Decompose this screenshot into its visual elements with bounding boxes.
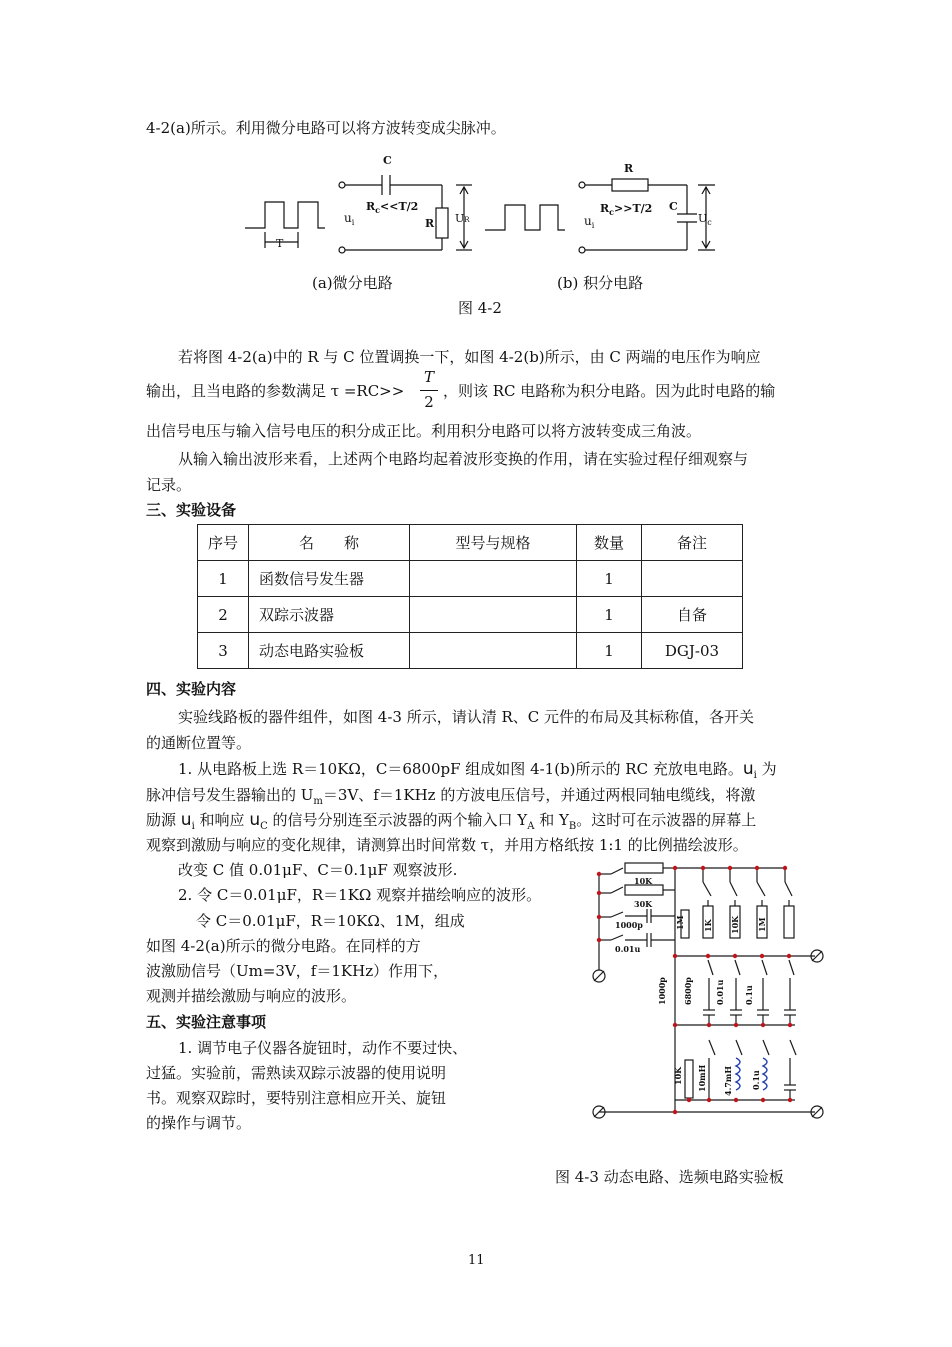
svg-text:30K: 30K	[634, 899, 653, 909]
fig42a-c-label: C	[383, 154, 392, 167]
table-cell: 3	[198, 633, 249, 669]
resistor-a	[436, 208, 448, 238]
para1-line2b: ，则该 RC 电路称为积分电路。因为此时电路的输	[443, 382, 776, 400]
content-p3-line2: 令 C＝0.01μF，R＝10KΩ、1M，组成	[196, 912, 465, 930]
svg-text:4.7mH: 4.7mH	[723, 1066, 733, 1096]
content-p3-line4: 波激励信号（Um=3V，f＝1KHz）作用下，	[146, 962, 449, 980]
svg-text:C: C	[669, 200, 678, 213]
fraction-numerator: T	[423, 368, 434, 386]
content-p1-line1: 实验线路板的器件组件，如图 4-3 所示，请认清 R、C 元件的布局及其标称值，各开关	[178, 708, 755, 726]
table-cell: 1	[577, 633, 642, 669]
svg-text:R: R	[624, 162, 634, 175]
svg-text:R: R	[425, 217, 435, 230]
table-cell: DGJ-03	[642, 633, 743, 669]
svg-text:0.01u: 0.01u	[615, 944, 641, 954]
svg-text:0.1u: 0.1u	[751, 1070, 761, 1090]
table-header: 型号与规格	[410, 525, 577, 561]
para2-line1: 从输入输出波形来看，上述两个电路均起着波形变换的作用，请在实验过程仔细观察与	[178, 450, 749, 468]
table-header: 数量	[577, 525, 642, 561]
svg-text:0.1u: 0.1u	[744, 985, 754, 1005]
notes-line3: 书。观察双踪时，要特别注意相应开关、旋钮	[146, 1089, 447, 1107]
square-wave-a	[245, 202, 325, 228]
table-header: 备注	[642, 525, 743, 561]
table-cell	[410, 561, 577, 597]
table-cell	[410, 633, 577, 669]
content-p2-line2: 脉冲信号发生器输出的 $U_m=3V$、f＝1KHz 的方波电压信号，并通过两根同轴电缆线，将激	[146, 786, 756, 807]
fig43-caption: 图 4-3 动态电路、选频电路实验板	[555, 1168, 784, 1186]
fig42-title: 图 4-2	[458, 299, 502, 317]
notes-line2: 过猛。实验前，需熟读双踪示波器的使用说明	[146, 1064, 447, 1082]
table-cell	[410, 597, 577, 633]
table-header: 序号	[198, 525, 249, 561]
svg-text:T: T	[276, 237, 284, 250]
svg-text:10K: 10K	[730, 915, 740, 934]
resistor-b	[612, 179, 648, 191]
content-p3-line5: 观测并描绘激励与响应的波形。	[146, 987, 357, 1005]
equipment-table	[197, 524, 743, 669]
fig42a-caption: (a)微分电路	[312, 274, 393, 292]
svg-text:UR: UR	[455, 212, 470, 225]
section4-heading: 四、实验内容	[146, 680, 237, 698]
svg-text:1000p: 1000p	[657, 977, 667, 1005]
svg-text:Rc<<T/2: $R_c<<T/2$	[366, 200, 419, 215]
svg-text:ui: $u_i$	[584, 214, 595, 230]
square-wave-b	[485, 205, 565, 230]
para1-line2a: 输出，且当电路的参数满足 τ =RC>>	[146, 382, 405, 400]
svg-text:1K: 1K	[703, 919, 713, 932]
para1-line3: 出信号电压与输入信号电压的积分成正比。利用积分电路可以将方波转变成三角波。	[146, 422, 702, 440]
notes-line4: 的操作与调节。	[146, 1114, 252, 1132]
table-cell	[642, 561, 743, 597]
fraction-denominator: 2	[424, 393, 434, 411]
svg-text:Uc: $U_c$	[698, 212, 712, 227]
content-p2-line1: 1. 从电路板上选 R＝10KΩ，C＝6800pF 组成如图 4-1(b)所示的 RC 充放电电路。$u_i$ 为	[178, 759, 777, 781]
svg-text:10K: 10K	[673, 1066, 683, 1085]
table-header: 名 称	[249, 525, 410, 561]
table-cell: 双踪示波器	[249, 597, 410, 633]
table-cell: 函数信号发生器	[249, 561, 410, 597]
svg-text:1M: 1M	[675, 915, 685, 930]
content-p3-line1: 2. 令 C＝0.01μF，R＝1KΩ 观察并描绘响应的波形。	[178, 886, 542, 904]
svg-text:1000p: 1000p	[615, 920, 643, 930]
section3-heading: 三、实验设备	[146, 501, 237, 519]
para2-line2: 记录。	[146, 476, 192, 494]
svg-text:10mH: 10mH	[697, 1064, 707, 1092]
content-p3-line3: 如图 4-2(a)所示的微分电路。在同样的方	[146, 937, 421, 955]
svg-text:ui: $u_i$	[344, 211, 355, 227]
svg-text:10K: 10K	[634, 876, 653, 886]
table-cell: 1	[198, 561, 249, 597]
svg-text:6800p: 6800p	[683, 977, 693, 1005]
para1-line1: 若将图 4-2(a)中的 R 与 C 位置调换一下，如图 4-2(b)所示，由 C 两端的电压作为响应	[178, 348, 761, 366]
figure-4-3-circuit-board	[585, 860, 835, 1130]
svg-text:0.01u: 0.01u	[715, 979, 725, 1005]
table-row	[198, 561, 743, 597]
content-p2-line3: 励源 $u_i$ 和响应 $u_C$ 的信号分别连至示波器的两个输入口 $Y_A$ 和 $Y_B$。这时可在示波器的屏幕上	[146, 810, 757, 832]
content-p2-line4: 观察到激励与响应的变化规律，请测算出时间常数 τ，并用方格纸按 1:1 的比例描绘波形。	[146, 836, 748, 854]
figure-4-2-diagram	[240, 150, 720, 280]
notes-line1: 1. 调节电子仪器各旋钮时，动作不要过快、	[178, 1039, 468, 1057]
page-number: 11	[468, 1253, 485, 1268]
table-cell: 自备	[642, 597, 743, 633]
table-cell: 1	[577, 561, 642, 597]
content-p2-line5: 改变 C 值 0.01μF、C＝0.1μF 观察波形.	[178, 861, 458, 879]
content-p1-line2: 的通断位置等。	[146, 734, 252, 752]
table-header-row	[198, 525, 743, 561]
svg-text:1M: 1M	[757, 917, 767, 932]
table-cell: 1	[577, 597, 642, 633]
fraction-bar	[420, 390, 438, 391]
table-cell: 2	[198, 597, 249, 633]
section5-heading: 五、实验注意事项	[146, 1013, 267, 1031]
fig42b-caption: (b) 积分电路	[557, 274, 644, 292]
table-row	[198, 633, 743, 669]
table-cell: 动态电路实验板	[249, 633, 410, 669]
intro-text: 4-2(a)所示。利用微分电路可以将方波转变成尖脉冲。	[146, 119, 506, 137]
table-row	[198, 597, 743, 633]
svg-text:Rc>>T/2: $R_c>>T/2$	[600, 202, 653, 217]
